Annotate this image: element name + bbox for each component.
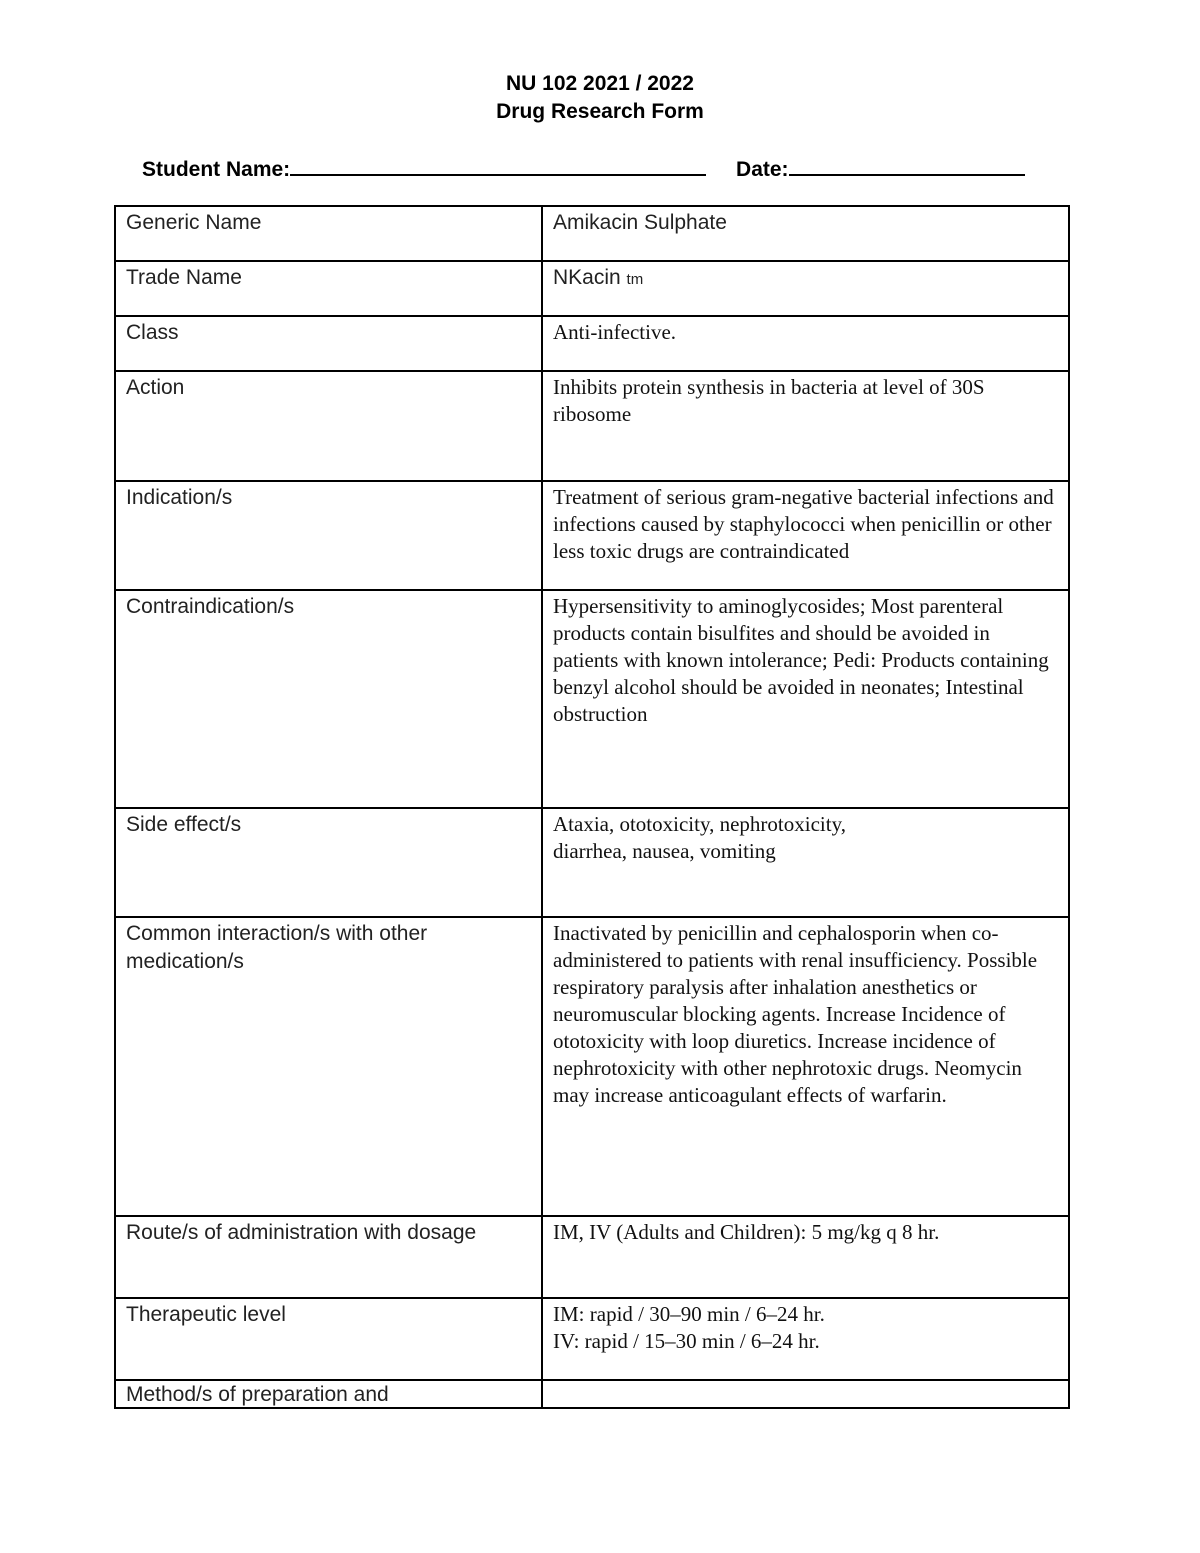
row-label-contraindications: Contraindication/s	[115, 590, 542, 808]
row-label-therapeutic-level: Therapeutic level	[115, 1298, 542, 1380]
row-value-side-effects[interactable]: Ataxia, ototoxicity, nephrotoxicity, diarrhea, nausea, vomiting	[542, 808, 1069, 917]
table-row	[115, 1380, 1069, 1408]
row-value-indications[interactable]: Treatment of serious gram-negative bacterial infections and infections caused by staphylococci when penicillin or other less toxic drugs are contraindicated	[542, 481, 1069, 590]
student-name-label: Student Name:	[142, 158, 291, 181]
drug-research-table	[114, 205, 1070, 1409]
row-value-class[interactable]: Anti-infective.	[542, 316, 1069, 371]
row-label-interactions: Common interaction/s with other medication/s	[115, 917, 542, 1216]
student-info-line	[142, 152, 1025, 184]
table-row	[115, 1298, 1069, 1380]
row-value-contraindications[interactable]: Hypersensitivity to aminoglycosides; Most parenteral products contain bisulfites and should be avoided in patients with known intolerance; Pedi: Products containing benzyl alcohol should be avoided in neonates; Intestinal obstruction	[542, 590, 1069, 808]
date-label: Date:	[736, 158, 789, 181]
table-row	[115, 261, 1069, 316]
row-label-trade-name: Trade Name	[115, 261, 542, 316]
table-row	[115, 1216, 1069, 1298]
row-label-indications: Indication/s	[115, 481, 542, 590]
form-title: Drug Research Form	[496, 100, 704, 123]
row-label-side-effects: Side effect/s	[115, 808, 542, 917]
row-label-route-dosage: Route/s of administration with dosage	[115, 1216, 542, 1298]
trade-name-text: NKacin	[553, 266, 621, 289]
table-row	[115, 808, 1069, 917]
row-value-trade-name[interactable]	[542, 261, 1069, 316]
table-row	[115, 206, 1069, 261]
course-title: NU 102 2021 / 2022	[506, 72, 694, 95]
row-label-class: Class	[115, 316, 542, 371]
form-header	[0, 70, 1200, 126]
row-value-preparation-method[interactable]	[542, 1380, 1069, 1408]
table-row	[115, 481, 1069, 590]
row-label-generic-name: Generic Name	[115, 206, 542, 261]
row-value-therapeutic-level[interactable]: IM: rapid / 30–90 min / 6–24 hr. IV: rapid / 15–30 min / 6–24 hr.	[542, 1298, 1069, 1380]
date-field[interactable]	[789, 152, 1025, 176]
student-name-field[interactable]	[290, 152, 706, 176]
row-label-action: Action	[115, 371, 542, 481]
table-row	[115, 316, 1069, 371]
trademark-suffix: tm	[626, 271, 644, 288]
table-row	[115, 371, 1069, 481]
row-value-route-dosage[interactable]: IM, IV (Adults and Children): 5 mg/kg q 8 hr.	[542, 1216, 1069, 1298]
table-row	[115, 917, 1069, 1216]
row-value-generic-name[interactable]: Amikacin Sulphate	[542, 206, 1069, 261]
row-label-preparation-method: Method/s of preparation and	[115, 1380, 542, 1408]
table-row	[115, 590, 1069, 808]
row-value-interactions[interactable]: Inactivated by penicillin and cephalosporin when co-administered to patients with renal insufficiency. Possible respiratory paralysis after inhalation anesthetics or neuromuscular blocking agents. Increase Incidence of ototoxicity with loop diuretics. Increase incidence of nephrotoxicity with other nephrotoxic drugs. Neomycin may increase anticoagulant effects of warfarin.	[542, 917, 1069, 1216]
row-value-action[interactable]: Inhibits protein synthesis in bacteria at level of 30S ribosome	[542, 371, 1069, 481]
